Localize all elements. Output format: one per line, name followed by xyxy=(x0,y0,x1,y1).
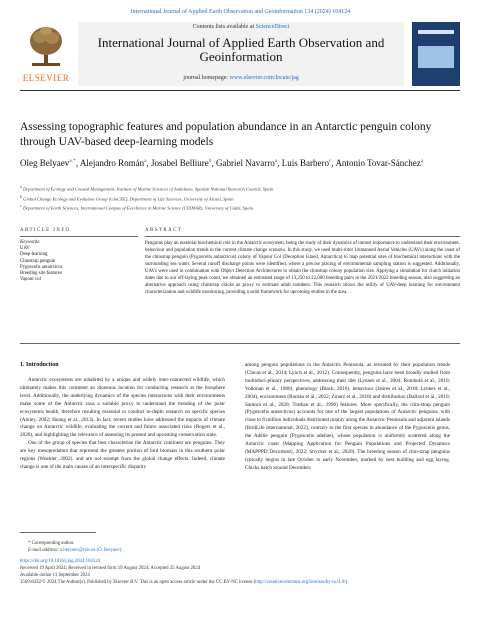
received-dates: Received 19 April 2024; Received in revised form 19 August 2024; Accepted 25 August 2024 xyxy=(20,566,201,571)
author-name[interactable]: Antonio Tovar-Sánchez xyxy=(335,158,421,168)
footnote-divider xyxy=(20,532,96,533)
body-paragraph: One of the group of species that best characterize the Antarctic continent are penguins. They are key mesopredators that represent the greatest portion of bird biomass in this southern polar regions (Woehler, 2002), and are not exempt from the global change effects. Indeed, climate change is one of the main causes of an interspecific disparity xyxy=(20,440,225,470)
keyword-item: Deep-learning xyxy=(20,252,48,258)
affiliation-item: $^a$ Department of Ecology and Coastal Management, Institute of Marine Sciences of Andalusia, Spanish National Research Council, Spain xyxy=(20,184,274,192)
article-info-divider xyxy=(20,236,138,237)
article-title: Assessing topographic features and population abundance in an Antarctic penguin colony through UAV-based deep-learning models xyxy=(20,121,432,148)
elsevier-logo[interactable] xyxy=(20,22,72,86)
cover-title-stripe xyxy=(418,30,454,34)
affiliation-item: $^b$ Global Change Ecology and Evolution Group (GloCEE), Department of Life Sciences, University of Alcalá, Spain xyxy=(20,193,234,202)
author-name[interactable]: Luis Barbero xyxy=(281,158,329,168)
abstract-bottom-divider xyxy=(20,343,460,344)
author-affiliation-mark[interactable]: a,* xyxy=(69,158,76,164)
keywords-list xyxy=(20,240,138,283)
header-divider xyxy=(20,90,460,91)
abstract-divider xyxy=(145,236,460,237)
section-heading-introduction: 1. Introduction xyxy=(20,362,59,368)
affiliation-list xyxy=(20,183,460,212)
author-affiliation-mark[interactable]: a xyxy=(274,158,278,164)
abstract-heading: ABSTRACT xyxy=(145,228,183,233)
corresponding-author-note: * Corresponding author. xyxy=(28,541,75,546)
contents-line: Contents lists available at ScienceDirect xyxy=(192,24,290,30)
keyword-item: Pygoscelis antarcticus xyxy=(20,264,63,270)
online-date: Available online 11 September 2024 xyxy=(20,573,90,578)
author-affiliation-mark[interactable]: c xyxy=(328,158,332,164)
keyword-item: UAV xyxy=(20,246,30,252)
body-column-right xyxy=(245,362,450,473)
body-column-left xyxy=(20,377,225,472)
journal-cover-thumbnail[interactable] xyxy=(412,22,460,86)
body-paragraph: among penguin populations in the Antarctic Peninsula, as revealed by their population trends (Clucas et al., 2014; Lynch et al., 2012). Consequently, penguins have been broadly studied from multidisci-plinary perspectives, addressing their diet (Lynnes et al., 2004; Rombolá et al., 2010; Volkman et al., 1980), phenology (Black, 2016), behaviour (Jaúres et al., 2018; Lynnes et al., 2004), environment (Roman et al., 2022; Zmarz et al., 2018) and distribution (Ballard et al., 2010; Santora et al., 2020; Trathan et al., 1996) features. More specifically, the chin-strap penguin (Pygoscelis antarcticus) accounts for one of the largest populations of Antarctic penguins, with close to 8 million individuals distributed mainly along the Antarctic Peninsula and adjacent islands (BirdLife International, 2022), contrary to the first species in abundance of the Pygoscelis genus, the Adélie penguin (Pygoscelis adeliae), whose population is uniformly scattered along the Antarctic coast (Mapping Application for Penguin Populations and Projected Dynamics (MAPPPD Document), 2022; Strycker et al., 2020). The breeding season of chin-strap penguins typically begins in late October to early November, marked by nest building and egg laying. Chicks hatch around December, xyxy=(245,362,451,471)
cover-image xyxy=(418,46,454,68)
author-name[interactable]: Alejandro Román xyxy=(79,158,145,168)
article-info-heading: ARTICLE INFO xyxy=(20,228,71,233)
affiliation-item: $^c$ Department of Earth Sciences, International Campus of Excellence in Marine Science (CEIMAR), University of Cádiz, Spain xyxy=(20,203,254,211)
journal-title: International Journal of Applied Earth Observation and Geoinformation xyxy=(97,35,385,64)
elsevier-tree-icon xyxy=(28,25,64,67)
author-affiliation-mark[interactable]: a xyxy=(420,158,424,164)
homepage-link[interactable]: www.elsevier.com/locate/jag xyxy=(229,75,299,81)
email-note: E-mail address: o.belyaev@csic.es (O. Belyaev). xyxy=(28,548,123,553)
keyword-item: Chinstrap penguin xyxy=(20,258,56,264)
footnotes xyxy=(20,540,460,586)
publisher-name: ELSEVIER xyxy=(22,73,70,83)
sciencedirect-link[interactable]: ScienceDirect xyxy=(255,24,290,30)
abstract-text: Penguins play an essential biochemical role in the Antarctic ecosystem, being the study of their dynamics of utmost importance to understand their environment, behaviour and population trends in the current climate change scenario. In this study, we used multi-rotor Unmanned Aerial Vehicles (UAVs) along the coast of the chinstrap penguin (Pygoscelis antarcticus) colony of Vapour Col (Deception Island, Antarctica) to map potential sites of biochemical interactions with the surrounding sea water. Several runoff discharge points were identified, where a precise placing of environmental sampling station is suggested. Additionally, UAVs were used in combination with Object Detection Architectures to obtain the chinstrap colony population size. Applying a simulation for clutch initiation dates due to our off-laying peak count, we obtained an estimated range of 13,250 to 22,000 breeding pairs in the 2021/2022 breeding season, also suggesting an alternative approach using chinstrap chicks as proxy to estimate adult numbers. This research shows the utility of UAV-deep learning for environment characterization and wildlife monitoring, providing a solid framework for upcoming studies in the area. xyxy=(145,241,460,295)
journal-homepage: journal homepage: www.elsevier.com/locate/jag xyxy=(183,75,299,81)
license-link[interactable]: http://creativecommons.org/licenses/by-nc/4.0/ xyxy=(255,580,346,585)
journal-reference[interactable]: International Journal of Applied Earth Observation and Geoinformation 134 (2024) 104124 xyxy=(130,9,351,15)
author-list: Oleg Belyaev$^{a,*}$, Alejandro Román$^a$, Josabel Belliure$^b$, Gabriel Navarro$^a$, Luis Barbero$^c$, Antonio Tovar-Sánchez$^a$ xyxy=(20,158,424,168)
author-affiliation-mark[interactable]: a xyxy=(144,158,147,164)
keywords-label: Keywords: xyxy=(20,240,41,245)
license-line: 1569-8432/© 2024 The Author(s). Published by Elsevier B.V. This is an open access article under the CC BY-NC license (http://creativecommons.org/licenses/by-nc/4.0/). xyxy=(20,580,349,585)
email-link[interactable]: o.belyaev@csic.es (O. Belyaev). xyxy=(59,548,123,553)
keyword-item: Breeding site features xyxy=(20,271,62,277)
journal-header xyxy=(20,22,460,86)
author-name[interactable]: Gabriel Navarro xyxy=(216,158,275,168)
doi-line xyxy=(20,558,460,565)
doi-link[interactable]: https://doi.org/10.1016/j.jag.2024.104124 xyxy=(20,559,100,564)
body-paragraph: Antarctic ecosystems are inhabited by a unique and widely inter-connected wildlife, which ultimately makes this continent an idoneous location for conducting research at the biosphere level. Additionally, the underlying dynamics of the species interactions with their environments make some of the Antarctic taxa a suitable proxy to understand the trending of the polar ecosystems health, therefore resulting essential to conduct in-depth research on specific species (Ainley, 2002; Huang et al., 2013). In fact, recent studies have addressed the impacts of climate change on Antarctic wildlife, evaluating the current and future associated risks (Rogers et al., 2020), and highlighting the relevance of assessing its present and upcoming conservation state. xyxy=(20,377,225,439)
keyword-item: Vapour col xyxy=(20,277,41,283)
author-name[interactable]: Josabel Belliure xyxy=(151,158,209,168)
author-name[interactable]: Oleg Belyaev xyxy=(20,158,70,168)
journal-masthead xyxy=(78,22,404,86)
author-affiliation-mark[interactable]: b xyxy=(208,158,212,164)
